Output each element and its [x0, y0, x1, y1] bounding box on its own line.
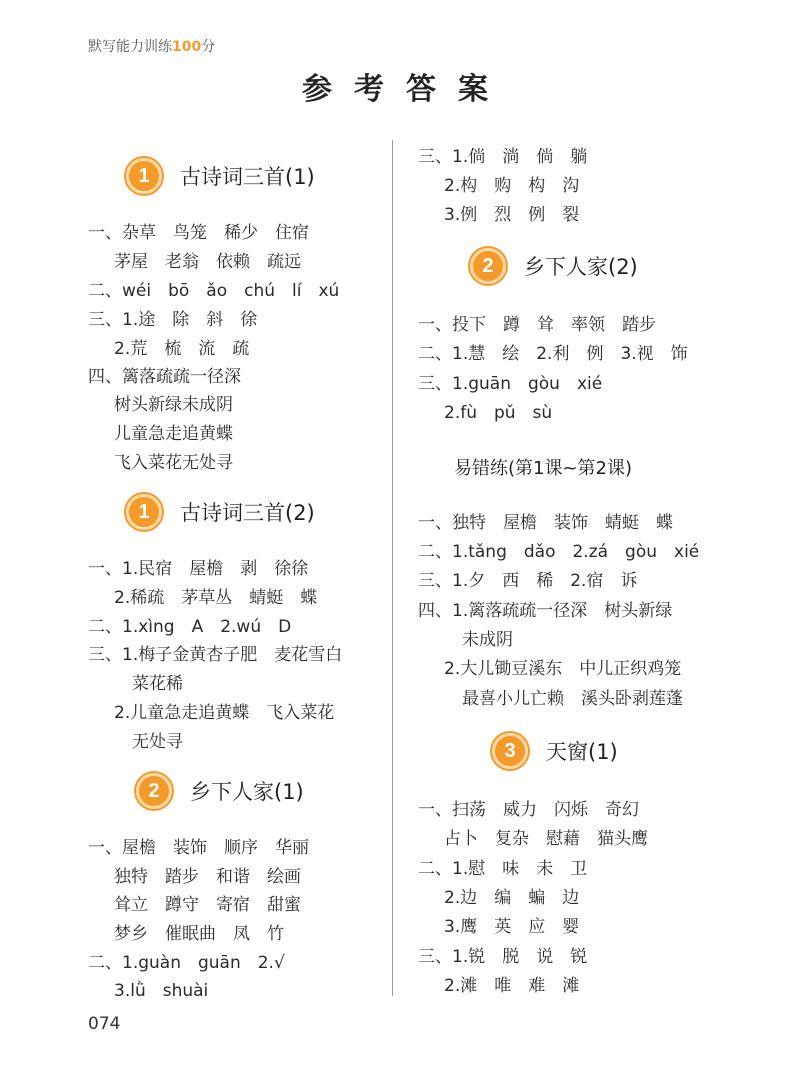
- section-title: 乡下人家(2): [524, 255, 638, 279]
- answer-line: 三、1.锐 脱 说 锐: [418, 947, 588, 967]
- section-heading: [126, 494, 315, 530]
- answer-line: 一、独特 屋檐 装饰 蜻蜓 蝶: [418, 513, 673, 533]
- answer-line: 一、1.民宿 屋檐 剥 徐徐: [88, 559, 309, 579]
- answer-line: 2.滩 唯 难 滩: [444, 976, 580, 996]
- answer-line: 三、1.途 除 斜 徐: [88, 310, 258, 330]
- answer-line: 一、屋檐 装饰 顺序 华丽: [88, 838, 309, 858]
- answer-line: 三、1.夕 西 稀 2.宿 诉: [418, 571, 638, 591]
- answer-line: 三、1.倘 淌 倘 躺: [418, 147, 588, 167]
- answer-line: 二、1.tǎng dǎo 2.zá gòu xié: [418, 542, 700, 562]
- answer-line: 2.构 购 构 沟: [444, 176, 580, 196]
- section-title: 天窗(1): [546, 740, 618, 764]
- section-heading: [126, 158, 315, 194]
- answer-line: 一、杂草 鸟笼 稀少 住宿: [88, 223, 309, 243]
- answer-line: 二、1.慧 绘 2.利 例 3.视 饰: [418, 344, 688, 364]
- answer-line: 菜花稀: [132, 674, 183, 694]
- answer-line: 未成阴: [462, 630, 513, 650]
- lesson-badge: 2: [470, 248, 506, 284]
- answer-line: 耸立 蹲守 寄宿 甜蜜: [114, 895, 301, 915]
- answer-line: 2.fù pǔ sù: [444, 403, 553, 423]
- answer-line: 一、投下 蹲 耸 率领 踏步: [418, 315, 656, 335]
- answer-line: 三、1.guān gòu xié: [418, 374, 603, 394]
- answer-line: 无处寻: [132, 732, 183, 752]
- section-title: 古诗词三首(2): [180, 501, 315, 525]
- answer-line: 3.例 烈 例 裂: [444, 205, 580, 225]
- answer-line: 飞入菜花无处寻: [114, 453, 233, 473]
- section-heading: [470, 248, 638, 284]
- answer-line: 四、篱落疏疏一径深: [88, 367, 241, 387]
- section-title: 乡下人家(1): [190, 780, 304, 804]
- answer-line: 二、1.xìng A 2.wú D: [88, 617, 292, 637]
- answer-line: 一、扫荡 威力 闪烁 奇幻: [418, 800, 639, 820]
- page-number: 074: [88, 1014, 121, 1034]
- header-number: 100: [172, 39, 202, 55]
- answer-line: 2.荒 梳 流 疏: [114, 339, 250, 359]
- answer-line: 独特 踏步 和谐 绘画: [114, 867, 301, 887]
- answer-line: 2.儿童急走追黄蝶 飞入菜花: [114, 703, 335, 723]
- answer-line: 3.鹰 英 应 婴: [444, 917, 580, 937]
- answer-line: 儿童急走追黄蝶: [114, 424, 233, 444]
- lesson-badge: 1: [126, 158, 162, 194]
- section-heading: [492, 733, 618, 769]
- section-heading: [136, 773, 304, 809]
- answer-line: 占卜 复杂 慰藉 猫头鹰: [444, 829, 648, 849]
- answer-line: 二、wéi bō ǎo chú lí xú: [88, 281, 340, 301]
- header-prefix: 默写能力训练: [88, 39, 172, 55]
- answer-line: 2.稀疏 茅草丛 蜻蜓 蝶: [114, 588, 318, 608]
- section-title: 易错练(第1课~第2课): [454, 458, 633, 479]
- answer-line: 2.边 编 蝙 边: [444, 888, 580, 908]
- answer-line: 最喜小儿亡赖 溪头卧剥莲蓬: [462, 689, 683, 709]
- page-title: 参考答案: [302, 72, 510, 107]
- answer-line: 四、1.篱落疏疏一径深 树头新绿: [418, 601, 673, 621]
- column-divider: [392, 140, 393, 996]
- answer-line: 树头新绿未成阴: [114, 395, 233, 415]
- book-header: [88, 36, 215, 56]
- answer-line: 梦乡 催眠曲 凤 竹: [114, 924, 284, 944]
- answer-line: 2.大儿锄豆溪东 中儿正织鸡笼: [444, 659, 682, 679]
- answer-line: 茅屋 老翁 依赖 疏远: [114, 252, 301, 272]
- answer-line: 3.lǜ shuài: [114, 981, 209, 1001]
- answer-line: 三、1.梅子金黄杏子肥 麦花雪白: [88, 645, 343, 665]
- answer-line: 二、1.慰 味 未 卫: [418, 859, 588, 879]
- lesson-badge: 3: [492, 733, 528, 769]
- lesson-badge: 2: [136, 773, 172, 809]
- answer-line: 二、1.guàn guān 2.√: [88, 953, 285, 973]
- header-suffix: 分: [201, 39, 216, 55]
- section-title: 古诗词三首(1): [180, 165, 315, 189]
- lesson-badge: 1: [126, 494, 162, 530]
